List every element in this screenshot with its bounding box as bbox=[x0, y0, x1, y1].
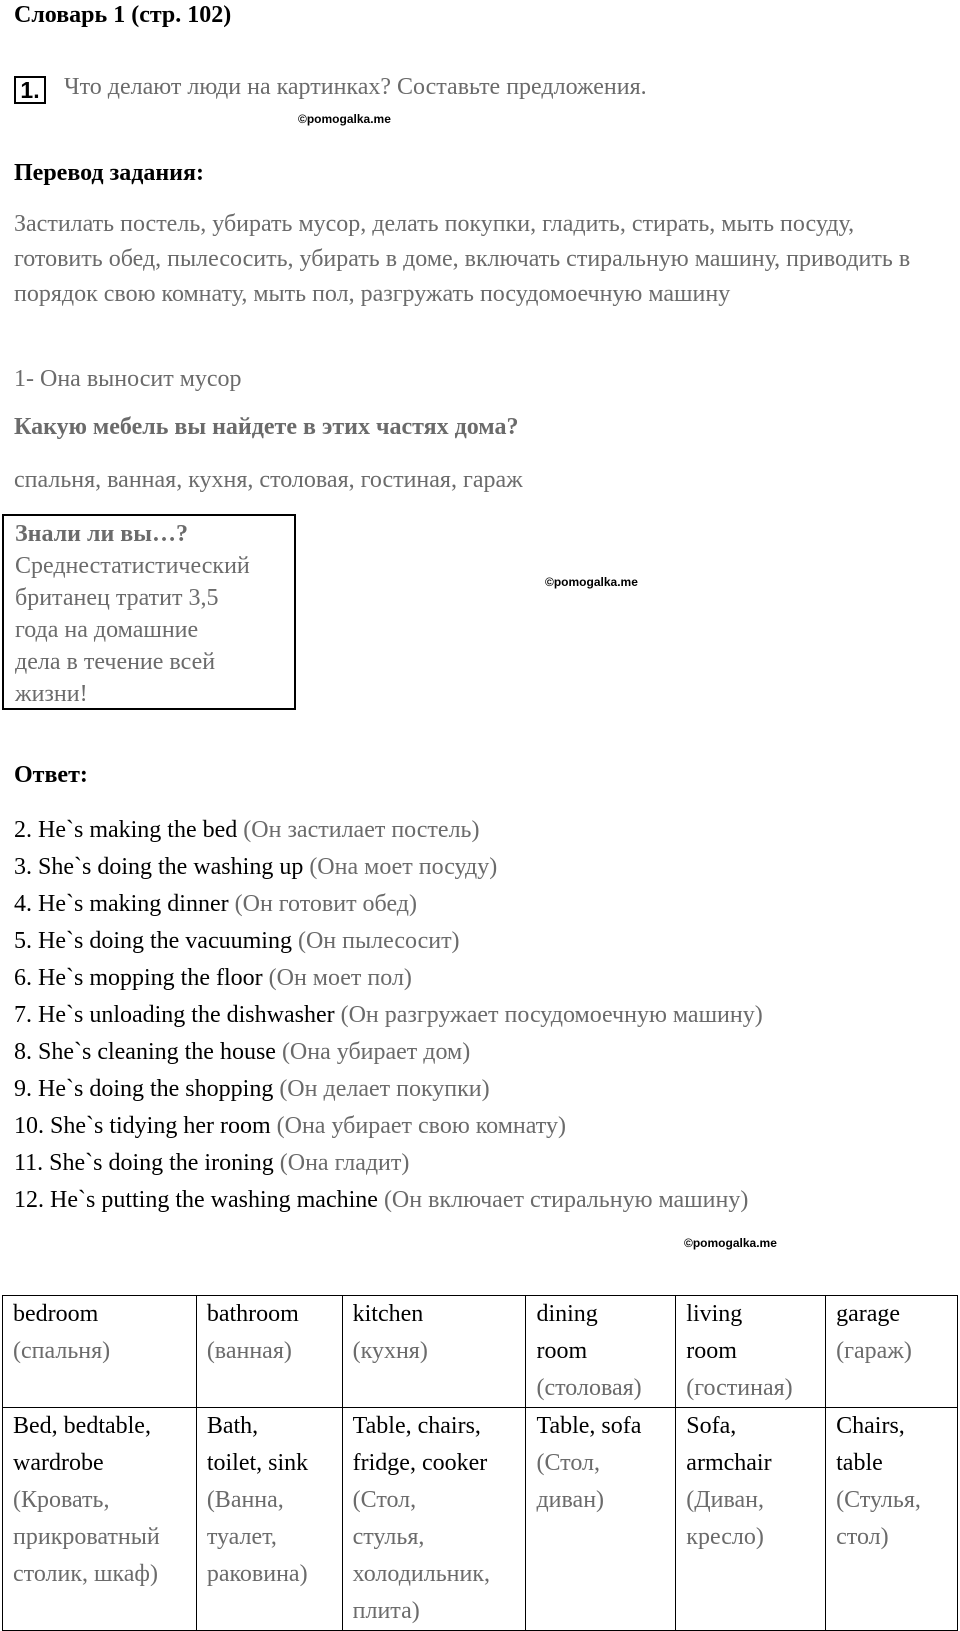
answer-item: 12. He`s putting the washing machine (Он включает стиральную машину) bbox=[14, 1187, 749, 1213]
table-cell: Sofa, armchair (Диван, кресло) bbox=[676, 1408, 826, 1631]
table-cell: Bed, bedtable, wardrobe (Кровать, прикроватный столик, шкаф) bbox=[3, 1408, 197, 1631]
did-you-know-line: жизни! bbox=[15, 681, 88, 707]
answer-item: 10. She`s tidying her room (Она убирает свою комнату) bbox=[14, 1113, 566, 1139]
table-cell: kitchen (кухня) bbox=[342, 1296, 526, 1408]
translation-heading: Перевод задания: bbox=[14, 160, 204, 186]
table-cell: dining room (столовая) bbox=[526, 1296, 676, 1408]
answer-item: 3. She`s doing the washing up (Она моет посуду) bbox=[14, 854, 498, 880]
translation-text: Застилать постель, убирать мусор, делать покупки, гладить, стирать, мыть посуду, готовить обед, пылесосить, убирать в доме, включать стиральную машину, приводить в порядок свою комнату, мыть пол, разгружать посудомоечную машину bbox=[14, 211, 911, 307]
table-cell: living room (гостиная) bbox=[676, 1296, 826, 1408]
example-sentence: 1- Она выносит мусор bbox=[14, 366, 242, 392]
table-cell: Table, chairs, fridge, cooker (Стол, стулья, холодильник, плита) bbox=[342, 1408, 526, 1631]
did-you-know-heading: Знали ли вы…? bbox=[15, 521, 188, 547]
did-you-know-line: года на домашние bbox=[15, 617, 199, 643]
did-you-know-line: британец тратит 3,5 bbox=[15, 585, 219, 611]
task-number: 1. bbox=[14, 76, 46, 104]
did-you-know-line: дела в течение всей bbox=[15, 649, 216, 675]
rooms-furniture-table bbox=[2, 1295, 958, 1631]
table-header-row bbox=[3, 1296, 958, 1408]
answer-item: 9. He`s doing the shopping (Он делает покупки) bbox=[14, 1076, 490, 1102]
watermark: ©pomogalka.me bbox=[298, 112, 391, 126]
answer-item: 2. He`s making the bed (Он застилает постель) bbox=[14, 817, 480, 843]
did-you-know-box bbox=[2, 514, 296, 710]
watermark: ©pomogalka.me bbox=[684, 1236, 777, 1250]
table-cell: Bath, toilet, sink (Ванна, туалет, раковина) bbox=[196, 1408, 342, 1631]
table-cell: Chairs, table (Стулья, стол) bbox=[826, 1408, 958, 1631]
did-you-know-line: Среднестатистический bbox=[15, 553, 250, 579]
table-cell: Table, sofa (Стол, диван) bbox=[526, 1408, 676, 1631]
answer-item: 11. She`s doing the ironing (Она гладит) bbox=[14, 1150, 410, 1176]
question-heading: Какую мебель вы найдете в этих частях дома? bbox=[14, 414, 519, 440]
answer-item: 8. She`s cleaning the house (Она убирает дом) bbox=[14, 1039, 471, 1065]
answer-item: 5. He`s doing the vacuuming (Он пылесосит) bbox=[14, 928, 460, 954]
table-cell: garage (гараж) bbox=[826, 1296, 958, 1408]
watermark: ©pomogalka.me bbox=[545, 575, 638, 589]
table-cell: bathroom (ванная) bbox=[196, 1296, 342, 1408]
answer-item: 7. He`s unloading the dishwasher (Он разгружает посудомоечную машину) bbox=[14, 1002, 763, 1028]
answer-item: 4. He`s making dinner (Он готовит обед) bbox=[14, 891, 417, 917]
table-cell: bedroom (спальня) bbox=[3, 1296, 197, 1408]
task-text: Что делают люди на картинках? Составьте предложения. bbox=[64, 74, 647, 100]
page-title: Словарь 1 (стр. 102) bbox=[14, 2, 232, 28]
table-row bbox=[3, 1408, 958, 1631]
answer-item: 6. He`s mopping the floor (Он моет пол) bbox=[14, 965, 412, 991]
answer-heading: Ответ: bbox=[14, 762, 88, 788]
answers-list bbox=[14, 812, 763, 1219]
rooms-list-ru: спальня, ванная, кухня, столовая, гостиная, гараж bbox=[14, 467, 523, 493]
